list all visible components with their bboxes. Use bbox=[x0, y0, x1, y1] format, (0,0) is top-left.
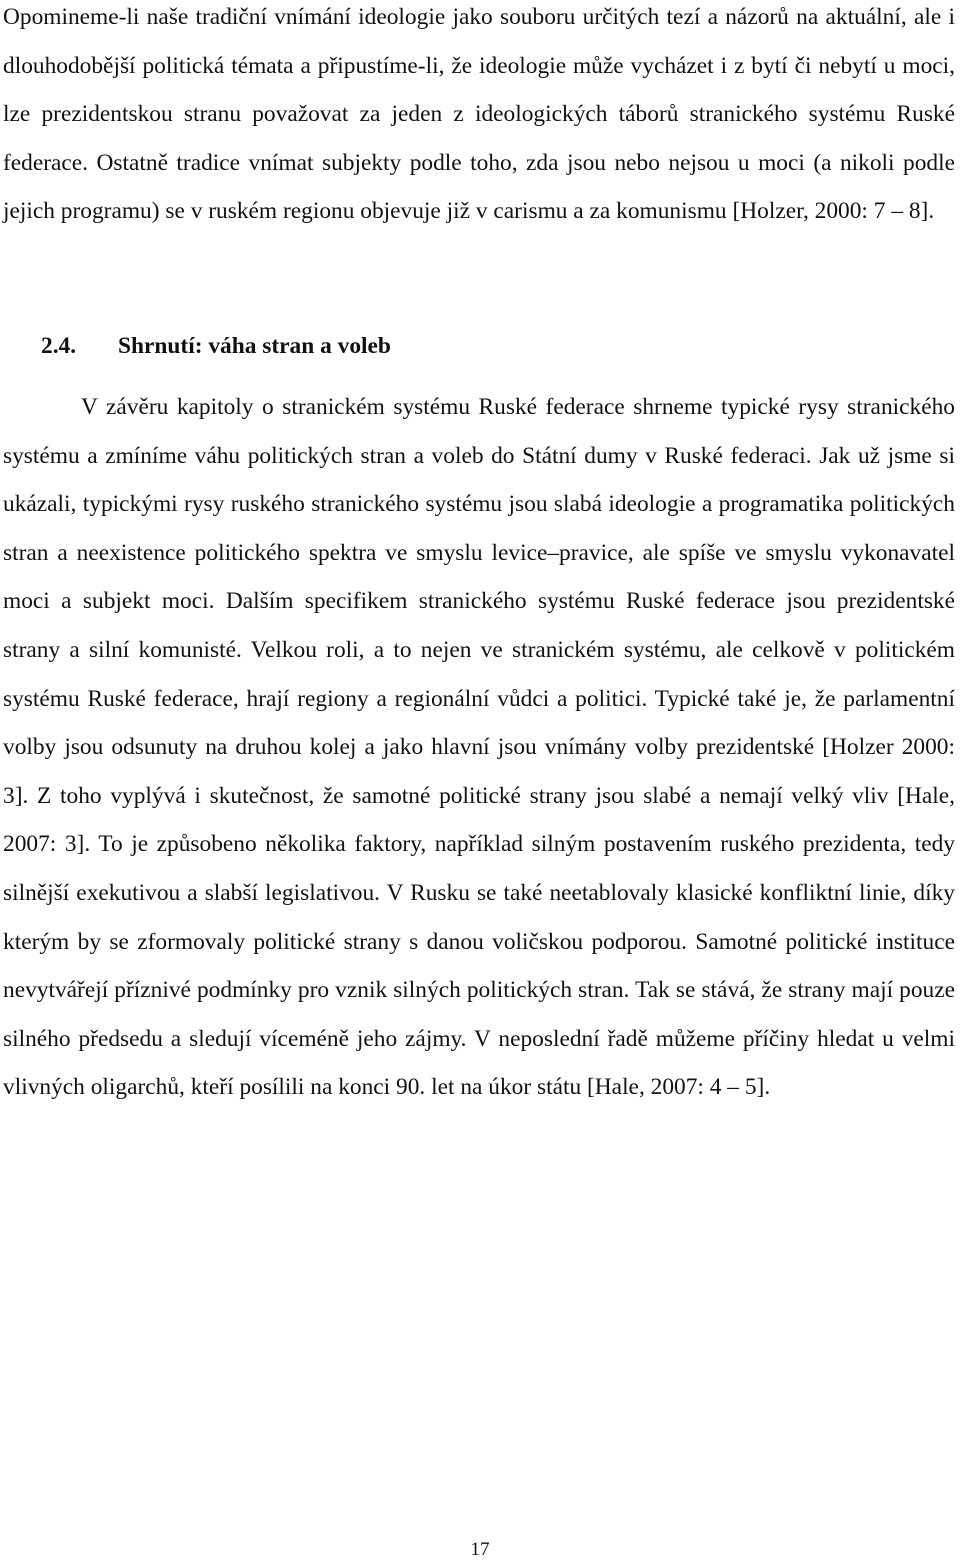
section-number: 2.4. bbox=[41, 333, 77, 359]
paragraph-ideology: Opomineme-li naše tradiční vnímání ideologie jako souboru určitých tezí a názorů na aktuální, ale i dlouhodobější politická témata a připustíme-li, že ideologie může vycházet i z bytí či nebytí u moci, lze prezidentskou stranu považovat za jeden z ideologických táborů stranického systému Ruské federace. Ostatně tradice vnímat subjekty podle toho, zda jsou nebo nejsou u moci (a nikoli podle jejich programu) se v ruském regionu objevuje již v carismu a za komunismu [Holzer, 2000: 7 – 8]. bbox=[3, 4, 955, 225]
section-title: Shrnutí: váha stran a voleb bbox=[118, 333, 391, 359]
section-heading bbox=[41, 322, 391, 370]
page-number: 17 bbox=[470, 1539, 490, 1560]
paragraph-summary: V závěru kapitoly o stranickém systému Ruské federace shrneme typické rysy stranického systému a zmíníme váhu politických stran a voleb do Státní dumy v Ruské federaci. Jak už jsme si ukázali, typickými rysy ruského stranického systému jsou slabá ideologie a programatika politických stran a neexistence politického spektra ve smyslu levice–pravice, ale spíše ve smyslu vykonavatel moci a subjekt moci. Dalším specifikem stranického systému Ruské federace jsou prezidentské strany a silní komunisté. Velkou roli, a to nejen ve stranickém systému, ale celkově v politickém systému Ruské federace, hrají regiony a regionální vůdci a politici. Typické také je, že parlamentní volby jsou odsunuty na druhou kolej a jako hlavní jsou vnímány volby prezidentské [Holzer 2000: 3]. Z toho vyplývá i skutečnost, že samotné politické strany jsou slabé a nemají velký vliv [Hale, 2007: 3]. To je způsobeno několika faktory, například silným postavením ruského prezidenta, tedy silnější exekutivou a slabší legislativou. V Rusku se také neetablovaly klasické konfliktní linie, díky kterým by se zformovaly politické strany s danou voličskou podporou. Samotné politické instituce nevytvářejí příznivé podmínky pro vznik silných politických stran. Tak se stává, že strany mají pouze silného předsedu a sledují víceméně jeho zájmy. V neposlední řadě můžeme příčiny hledat u velmi vlivných oligarchů, kteří posílili na konci 90. let na úkor státu [Hale, 2007: 4 – 5]. bbox=[3, 394, 955, 1101]
